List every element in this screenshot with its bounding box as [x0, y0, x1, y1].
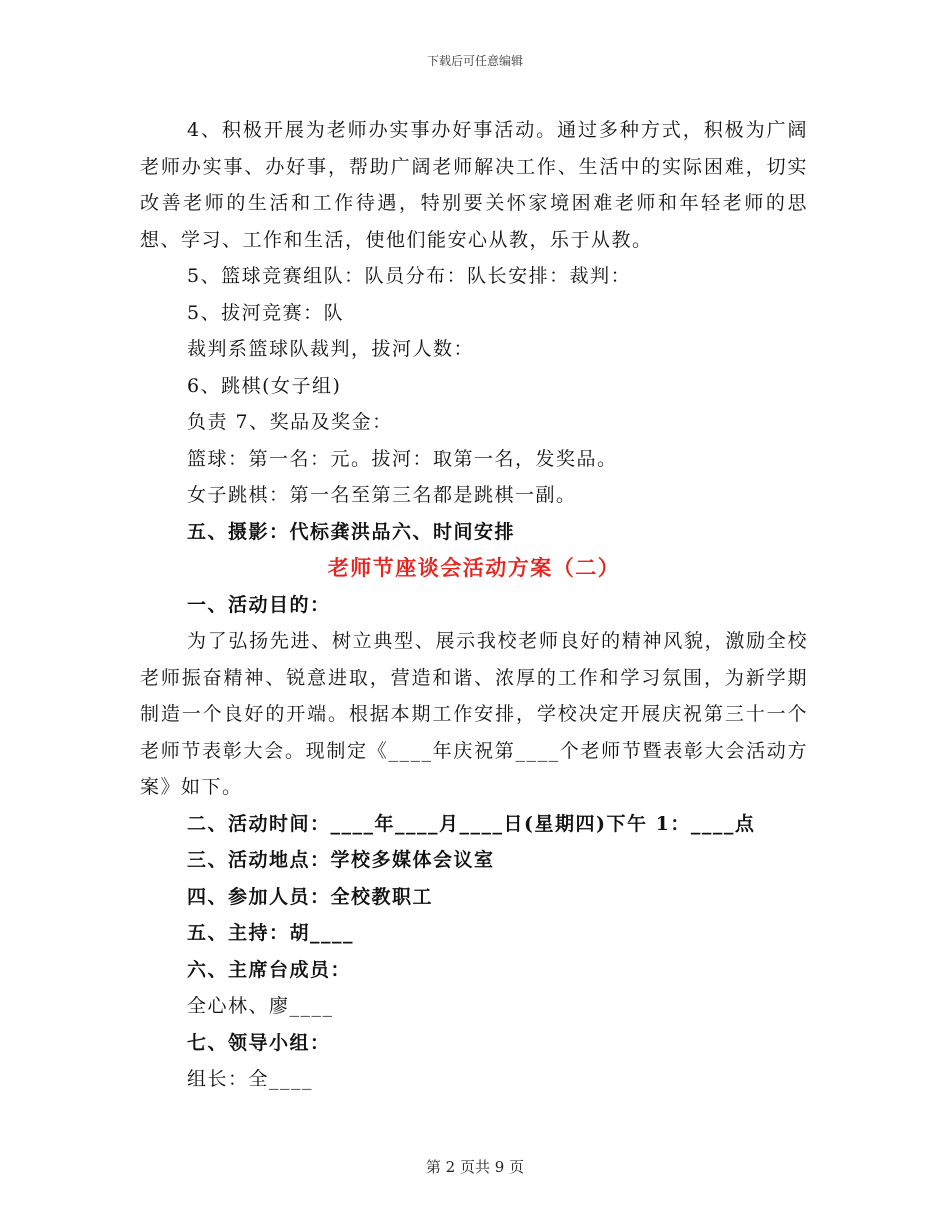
goal-heading: 一、活动目的： — [187, 593, 331, 616]
photo-schedule-heading: 五、摄影：代标龚洪品六、时间安排 — [187, 520, 516, 543]
tug-of-war-line: 5、拔河竞赛：队 — [187, 301, 345, 324]
leaders-heading: 七、领导小组： — [187, 1031, 331, 1054]
basketball-team-line: 5、篮球竞赛组队：队员分布：队长安排：裁判： — [187, 265, 632, 287]
chess-line: 6、跳棋(女子组) — [187, 374, 342, 397]
referee-line: 裁判系篮球队裁判，拔河人数： — [187, 338, 475, 360]
presidium-heading: 六、主席台成员： — [187, 958, 352, 981]
page-header: 下载后可任意编辑 — [426, 54, 523, 68]
goal-paragraph: 为了弘扬先进、树立典型、展示我校老师良好的精神风貌，激励全校老师振奋精神、锐意进取，营造和谐、浓厚的工作和学习氛围，为新学期制造一个良好的开端。根据本期工作安排，学校决定开展庆祝第三十一个老师节表彰大会。现制定《____年庆祝第____个老师节暨表彰大会活动方案》如下。 — [140, 630, 808, 798]
document-body — [140, 112, 808, 1098]
presidium-members: 全心林、廖____ — [187, 995, 334, 1017]
participants-heading: 四、参加人员：全校教职工 — [187, 885, 434, 908]
prizes-line: 负责 7、奖品及奖金： — [187, 411, 393, 433]
page-footer: 第 2 页共 9 页 — [425, 1158, 525, 1176]
leader-line: 组长：全____ — [187, 1068, 314, 1090]
section-title: 老师节座谈会活动方案（二） — [327, 555, 621, 580]
basketball-prize-line: 篮球：第一名：元。拔河：取第一名，发奖品。 — [187, 447, 618, 470]
time-heading: 二、活动时间：____年____月____日(星期四)下午 1：____点 — [187, 812, 756, 835]
host-heading: 五、主持：胡____ — [187, 922, 355, 944]
paragraph-activity-4: 4、积极开展为老师办实事办好事活动。通过多种方式，积极为广阔老师办实事、办好事，帮助广阔老师解决工作、生活中的实际困难，切实改善老师的生活和工作待遇，特别要关怀家境困难老师和年轻老师的思想、学习、工作和生活，使他们能安心从教，乐于从教。 — [140, 119, 808, 251]
chess-prize-line: 女子跳棋：第一名至第三名都是跳棋一副。 — [187, 484, 577, 506]
place-heading: 三、活动地点：学校多媒体会议室 — [187, 849, 495, 871]
